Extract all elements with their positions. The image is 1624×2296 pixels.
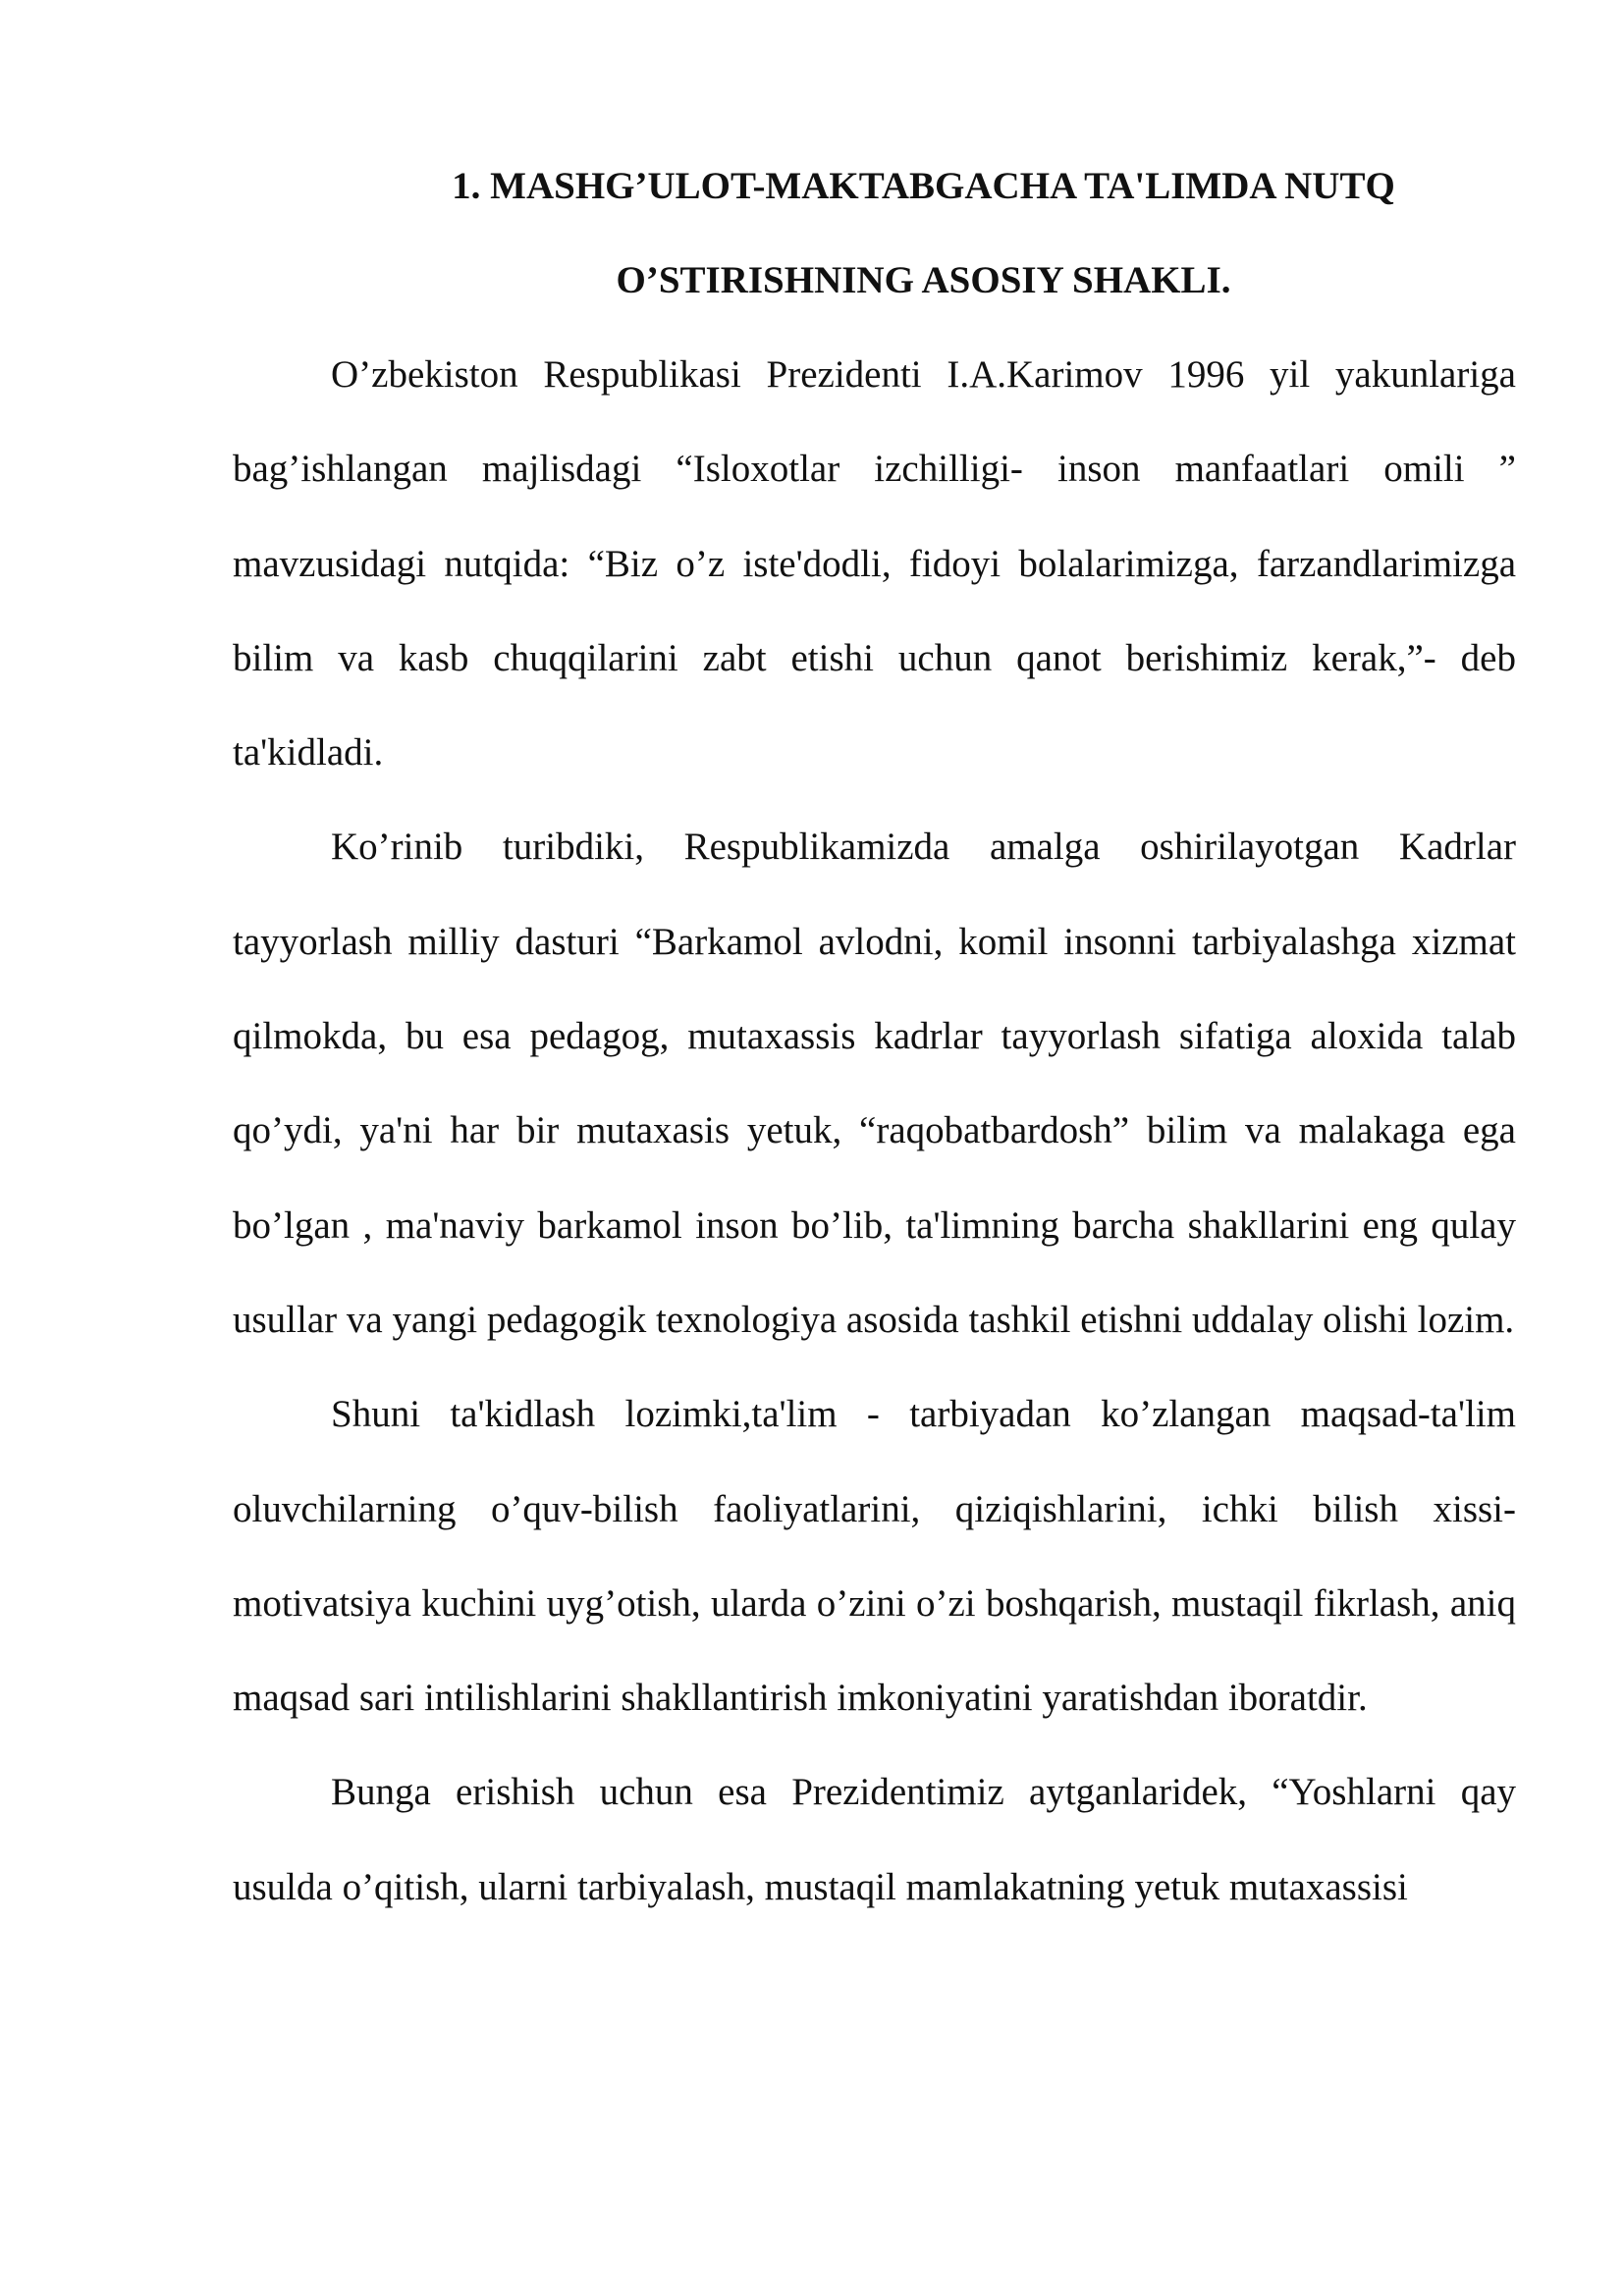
document-body xyxy=(233,139,1516,1935)
title-line-2: O’STIRISHNING ASOSIY SHAKLI. xyxy=(616,259,1231,301)
document-title xyxy=(233,139,1516,328)
title-line-1: 1. MASHG’ULOT-MAKTABGACHA TA'LIMDA NUTQ xyxy=(452,165,1395,207)
paragraph-3: Shuni ta'kidlash lozimki,ta'lim - tarbiyadan ko’zlangan maqsad-ta'lim oluvchilarning o’quv-bilish faoliyatlarini, qiziqishlarini, ichki bilish xissi-motivatsiya kuchini uyg’otish, ularda o’zini o’zi boshqarish, mustaqil fikrlash, aniq maqsad sari intilishlarini shakllantirish imkoniyatini yaratishdan iboratdir. xyxy=(233,1393,1516,1720)
paragraph-4: Bunga erishish uchun esa Prezidentimiz aytganlaridek, “Yoshlarni qay usulda o’qitish, ularni tarbiyalash, mustaqil mamlakatning yetuk mutaxassisi xyxy=(233,1771,1516,1908)
paragraph-2: Ko’rinib turibdiki, Respublikamizda amalga oshirilayotgan Kadrlar tayyorlash milliy dasturi “Barkamol avlodni, komil insonni tarbiyalashga xizmat qilmokda, bu esa pedagog, mutaxassis kadrlar tayyorlash sifatiga aloxida talab qo’ydi, ya'ni har bir mutaxasis yetuk, “raqobatbardosh” bilim va malakaga ega bo’lgan , ma'naviy barkamol inson bo’lib, ta'limning barcha shakllarini eng qulay usullar va yangi pedagogik texnologiya asosida tashkil etishni uddalay olishi lozim. xyxy=(233,826,1516,1341)
paragraph-1: O’zbekiston Respublikasi Prezidenti I.A.Karimov 1996 yil yakunlariga bag’ishlangan majlisdagi “Isloxotlar izchilligi- inson manfaatlari omili ” mavzusidagi nutqida: “Biz o’z iste'dodli, fidoyi bolalarimizga, farzandlarimizga bilim va kasb chuqqilarini zabt etishi uchun qanot berishimiz kerak,”- deb ta'kidladi. xyxy=(233,353,1516,774)
